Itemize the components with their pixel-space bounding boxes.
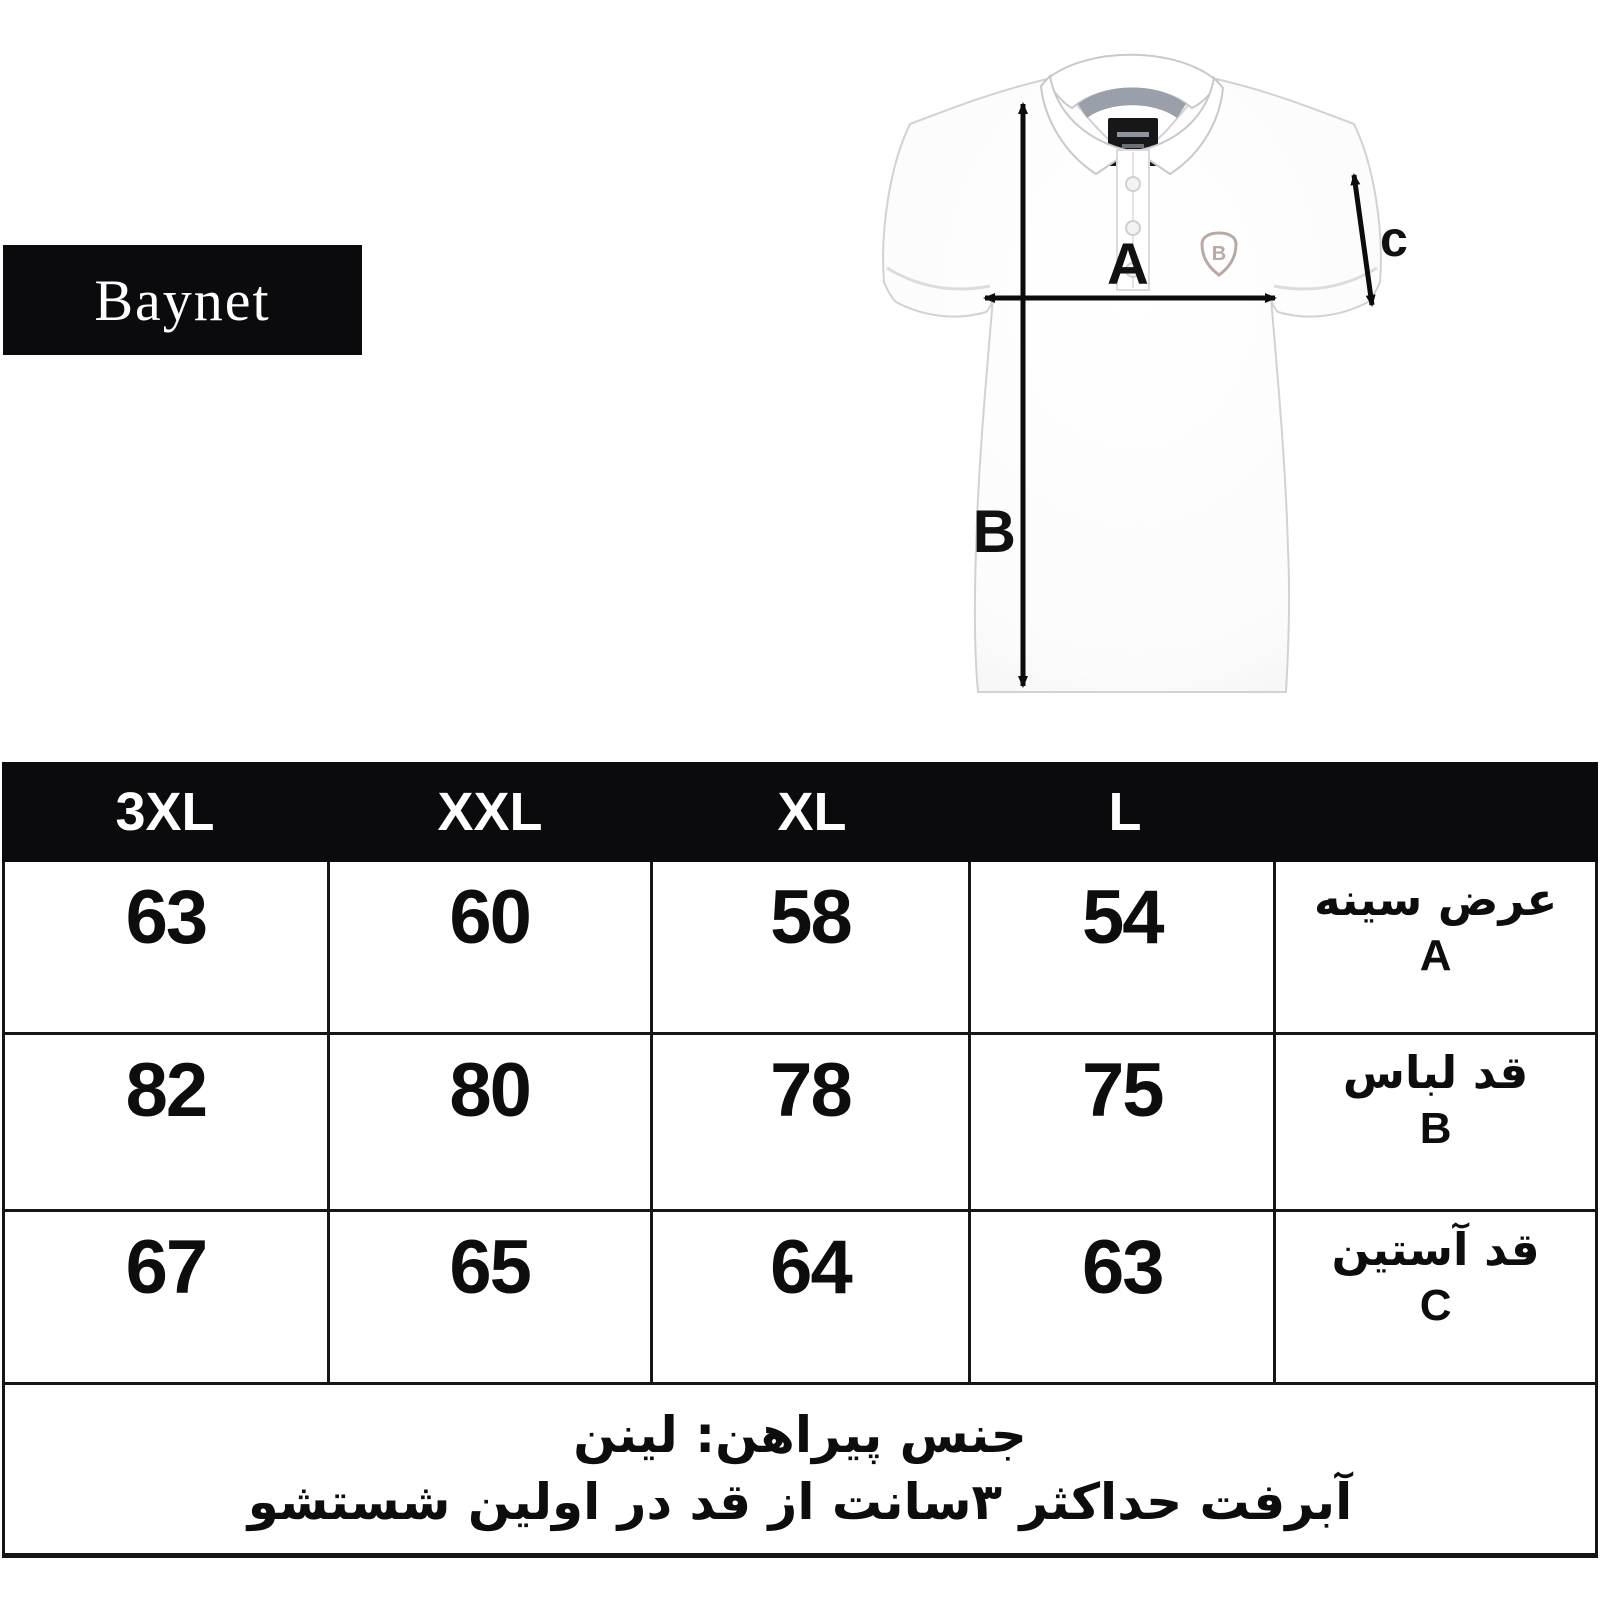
size-table-body [2,862,1598,1558]
value-length-xxl: 80 [330,1035,653,1209]
value-chest-xl: 58 [653,862,972,1032]
brand-logo-plate [3,245,362,355]
size-col-3xl: 3XL [115,782,215,842]
row-letter-a: A [1419,931,1452,981]
value-sleeve-3xl: 67 [5,1212,330,1382]
chest-shield-letter: B [1211,243,1227,265]
polo-shirt-illustration [840,30,1480,730]
value-length-3xl: 82 [5,1035,330,1209]
value-sleeve-l: 63 [971,1212,1276,1382]
note-material: جنس پیراهن: لینن [573,1405,1027,1464]
row-letter-b: B [1419,1104,1452,1154]
size-col-l: L [1108,782,1142,842]
table-footer-notes [5,1385,1595,1553]
arrow-A-label: A [1107,232,1149,297]
size-table-header [2,762,1598,862]
size-col-xl: XL [777,782,847,842]
value-chest-l: 54 [971,862,1276,1032]
table-row-sleeve-length [5,1212,1595,1385]
row-label-garment-length-fa: قد لباس [1342,1046,1529,1099]
table-row-chest-width [5,862,1595,1035]
arrow-C-label: c [1380,211,1408,267]
button-1 [1126,177,1140,191]
brand-logo-text: Baynet [94,267,271,333]
note-shrinkage: آبرفت حداکثر ۳سانت از قد در اولین شستشو [247,1473,1353,1531]
value-chest-xxl: 60 [330,862,653,1032]
row-label-chest-width [1276,862,1595,1032]
value-sleeve-xl: 64 [653,1212,972,1382]
value-length-l: 75 [971,1035,1276,1209]
row-label-sleeve-length [1276,1212,1595,1382]
value-length-xl: 78 [653,1035,972,1209]
polo-shirt-figure [840,30,1480,730]
size-col-measure [1278,762,1598,862]
neck-label-text-line [1117,132,1149,137]
arrow-B-label: B [972,498,1016,565]
table-row-garment-length [5,1035,1595,1212]
size-col-xxl: XXL [437,782,543,842]
neck-label-text-line2 [1122,144,1144,148]
row-letter-c: C [1419,1281,1452,1331]
row-label-chest-width-fa: عرض سینه [1313,873,1558,926]
row-label-garment-length [1276,1035,1595,1209]
value-sleeve-xxl: 65 [330,1212,653,1382]
row-label-sleeve-length-fa: قد آستین [1331,1223,1540,1276]
value-chest-3xl: 63 [5,862,330,1032]
